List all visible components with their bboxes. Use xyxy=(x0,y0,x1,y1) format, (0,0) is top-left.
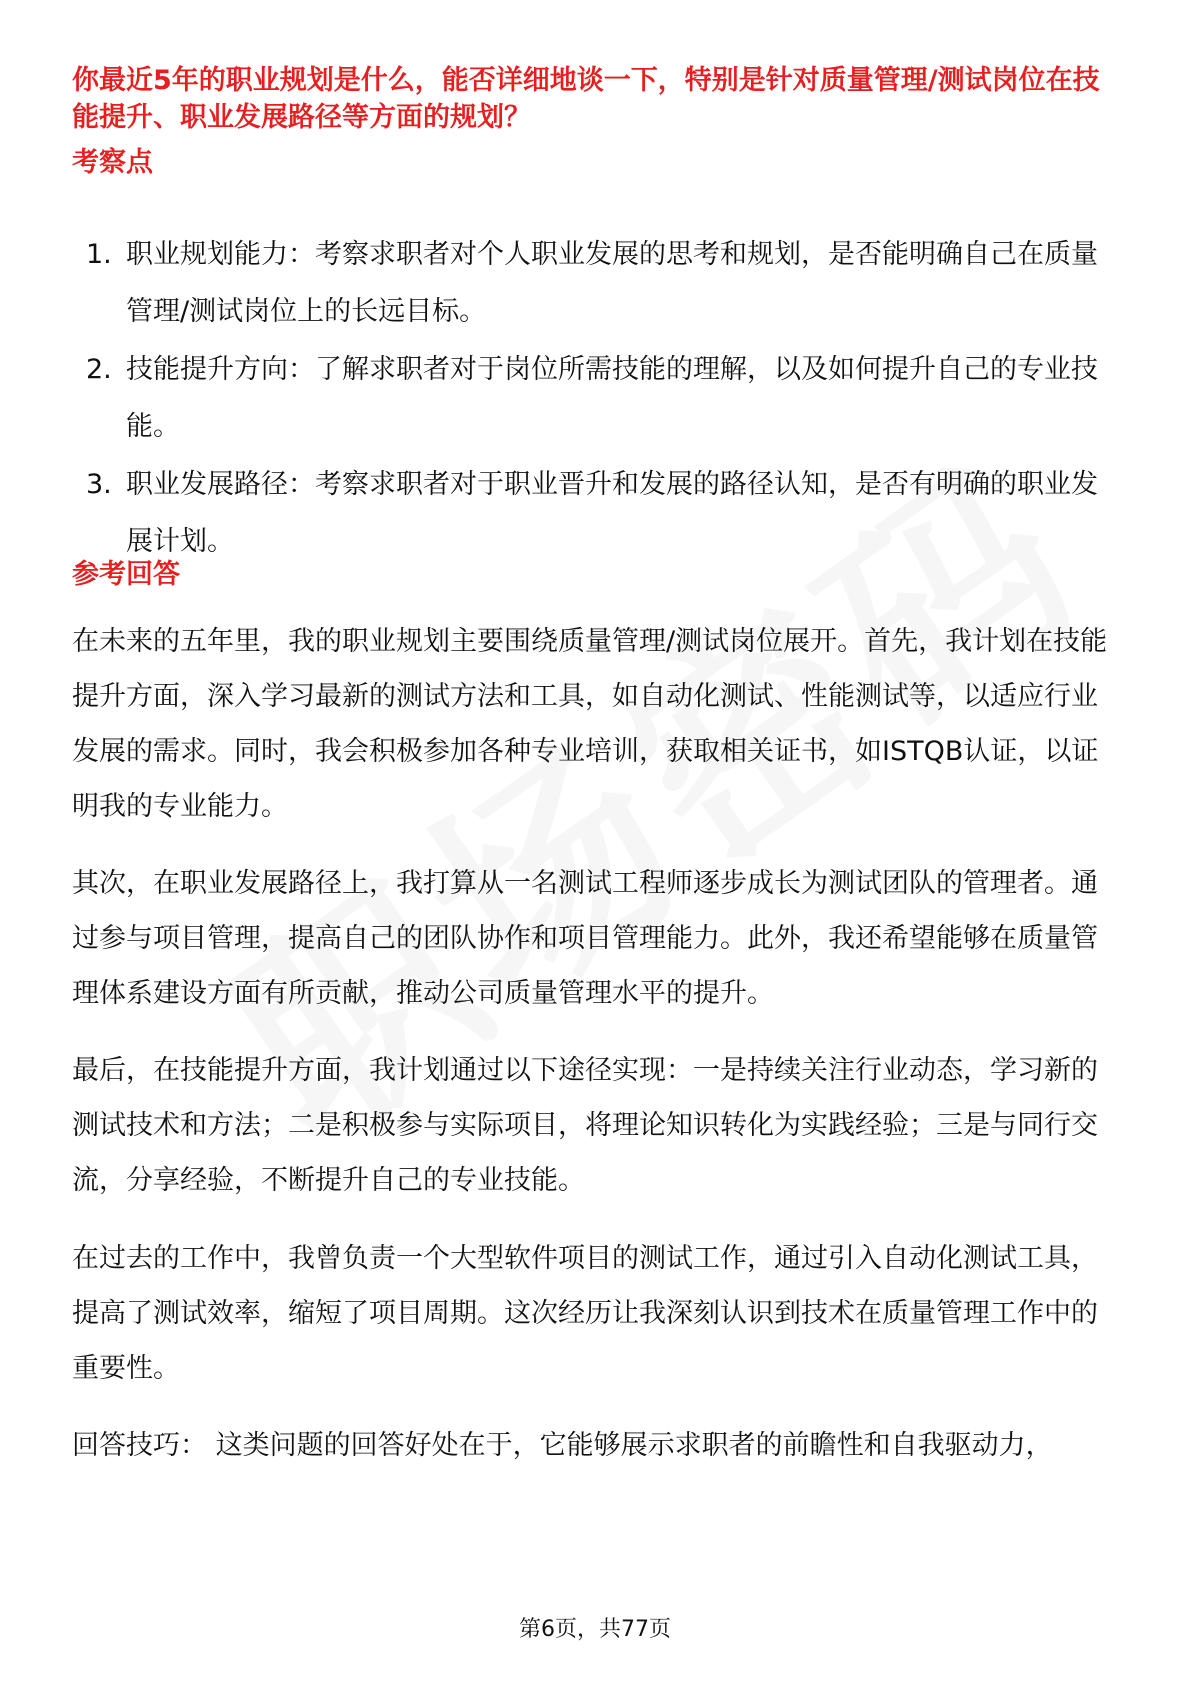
answer-paragraph: 最后，在技能提升方面，我计划通过以下途径实现：一是持续关注行业动态，学习新的测试技术和方法；二是积极参与实际项目，将理论知识转化为实践经验；三是与同行交流，分享经验，不断提升自己的专业技能。 xyxy=(72,1055,1098,1196)
list-item-text: 职业发展路径：考察求职者对于职业晋升和发展的路径认知，是否有明确的职业发展计划。 xyxy=(126,469,1098,557)
points-list xyxy=(72,226,1122,571)
list-item xyxy=(72,456,1122,570)
answer-paragraph: 在过去的工作中，我曾负责一个大型软件项目的测试工作，通过引入自动化测试工具，提高了测试效率，缩短了项目周期。这次经历让我深刻认识到技术在质量管理工作中的重要性。 xyxy=(72,1243,1098,1384)
list-item xyxy=(72,341,1122,455)
question-title: 你最近5年的职业规划是什么，能否详细地谈一下，特别是针对质量管理/测试岗位在技能提升、职业发展路径等方面的规划？ xyxy=(72,65,1100,133)
list-item xyxy=(72,226,1122,340)
list-item-number: 1. xyxy=(86,239,112,270)
list-item-text: 职业规划能力：考察求职者对个人职业发展的思考和规划，是否能明确自己在质量管理/测试岗位上的长远目标。 xyxy=(126,239,1098,327)
answer-paragraph: 在未来的五年里，我的职业规划主要围绕质量管理/测试岗位展开。首先，我计划在技能提升方面，深入学习最新的测试方法和工具，如自动化测试、性能测试等，以适应行业发展的需求。同时，我会积极参加各种专业培训，获取相关证书，如ISTQB认证，以证明我的专业能力。 xyxy=(72,626,1108,822)
answer-paragraph: 其次，在职业发展路径上，我打算从一名测试工程师逐步成长为测试团队的管理者。通过参与项目管理，提高自己的团队协作和项目管理能力。此外，我还希望能够在质量管理体系建设方面有所贡献，推动公司质量管理水平的提升。 xyxy=(72,868,1098,1009)
page-number-footer: 第6页，共77页 xyxy=(519,1617,671,1642)
answer-heading: 参考回答 xyxy=(72,559,180,590)
list-item-number: 2. xyxy=(86,354,112,385)
list-item-number: 3. xyxy=(86,469,112,500)
list-item-text: 技能提升方向：了解求职者对于岗位所需技能的理解，以及如何提升自己的专业技能。 xyxy=(126,354,1098,442)
answer-tips-paragraph: 回答技巧： 这类问题的回答好处在于，它能够展示求职者的前瞻性和自我驱动力， xyxy=(72,1430,1053,1461)
points-heading: 考察点 xyxy=(72,147,153,178)
